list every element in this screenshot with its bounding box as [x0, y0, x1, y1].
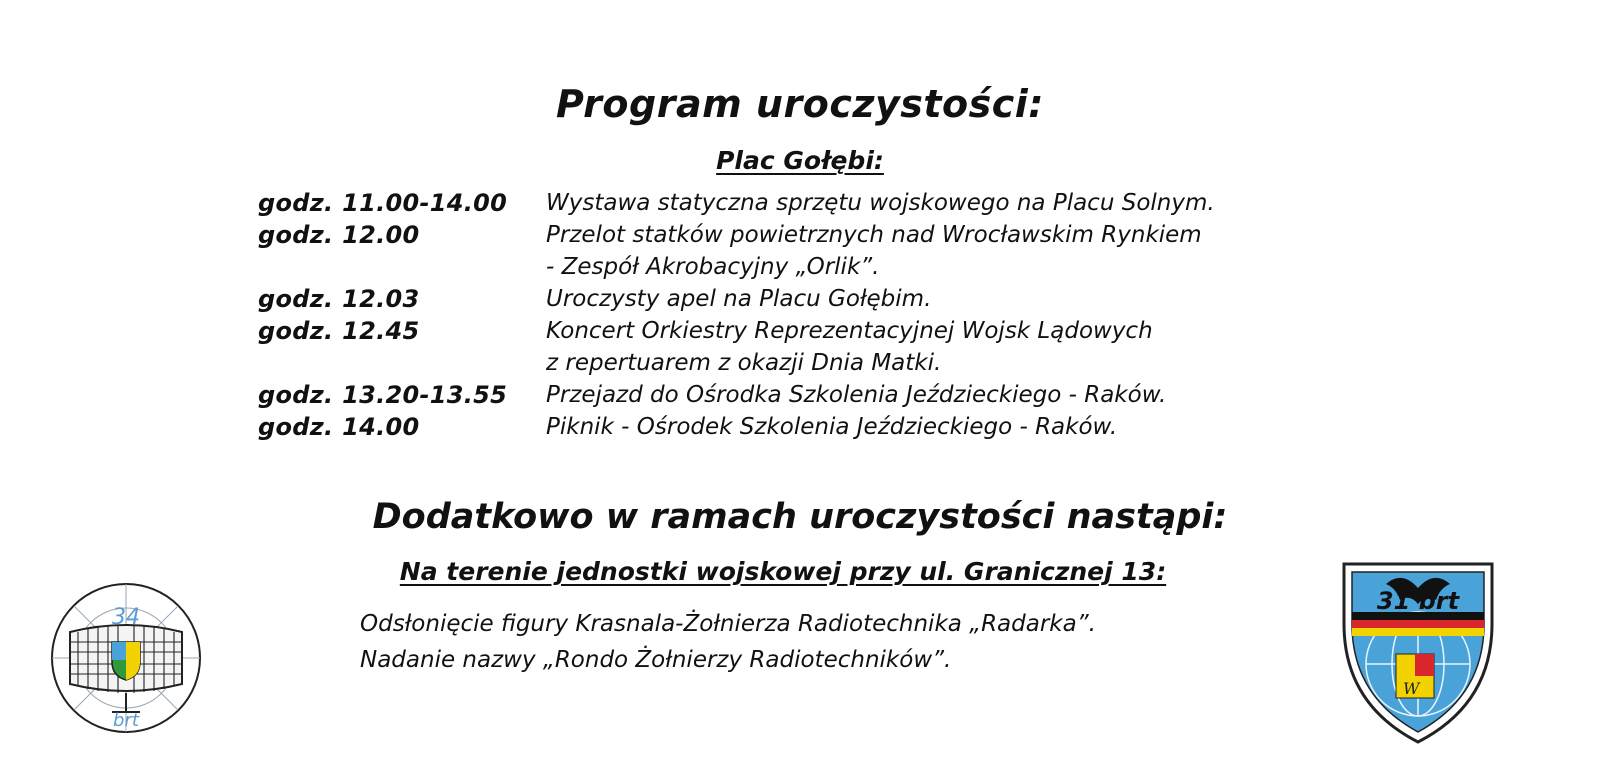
program-description [546, 379, 1166, 411]
emblem-31-brt-text: 31 brt [1376, 587, 1460, 615]
program-time: godz. 13.20-13.55 [258, 381, 508, 409]
program-description-line: Wystawa statyczna sprzętu wojskowego na Placu Solnym. [546, 190, 1215, 216]
program-description [546, 219, 1202, 283]
program-time: godz. 14.00 [258, 413, 420, 441]
program-description [546, 187, 1215, 219]
program-description-line: - Zespół Akrobacyjny „Orlik”. [546, 254, 880, 280]
program-row [258, 379, 1458, 411]
location-subheading: Na terenie jednostki wojskowej przy ul. Granicznej 13: [399, 557, 1167, 586]
program-description-line: Koncert Orkiestry Reprezentacyjnej Wojsk Lądowych [546, 318, 1153, 344]
program-description-line: z repertuarem z okazji Dnia Matki. [546, 350, 942, 376]
emblem-34-text: 34 [112, 605, 140, 630]
program-row [258, 315, 1458, 379]
venue-subtitle: Plac Gołębi: [716, 146, 884, 175]
program-description [546, 283, 931, 315]
program-description [546, 411, 1117, 443]
program-time: godz. 12.45 [258, 317, 420, 345]
program-row [258, 411, 1458, 443]
program-time: godz. 11.00-14.00 [258, 189, 508, 217]
additional-heading: Dodatkowo w ramach uroczystości nastąpi: [372, 497, 1228, 537]
program-row [258, 283, 1458, 315]
additional-events-list [360, 606, 1096, 678]
34-brt-emblem-icon [48, 580, 204, 736]
program-description-line: Uroczysty apel na Placu Gołębim. [546, 286, 932, 312]
program-row [258, 187, 1458, 219]
program-row [258, 219, 1458, 283]
page-title: Program uroczystości: [555, 82, 1044, 126]
program-description-line: Przelot statków powietrznych nad Wrocławskim Rynkiem [546, 222, 1202, 248]
program-description [546, 315, 1153, 379]
emblem-brt-text: brt [113, 710, 139, 731]
program-description-line: Piknik - Ośrodek Szkolenia Jeździeckiego - Raków. [546, 414, 1118, 440]
program-time: godz. 12.00 [258, 221, 420, 249]
additional-event: Odsłonięcie figury Krasnala-Żołnierza Radiotechnika „Radarka”. [360, 611, 1096, 637]
program-description-line: Przejazd do Ośrodka Szkolenia Jeździeckiego - Raków. [546, 382, 1167, 408]
31-brt-shield-icon [1336, 554, 1500, 746]
program-list [258, 187, 1458, 443]
program-time: godz. 12.03 [258, 285, 420, 313]
svg-text:W: W [1403, 679, 1420, 698]
additional-event: Nadanie nazwy „Rondo Żołnierzy Radiotechników”. [360, 647, 952, 673]
